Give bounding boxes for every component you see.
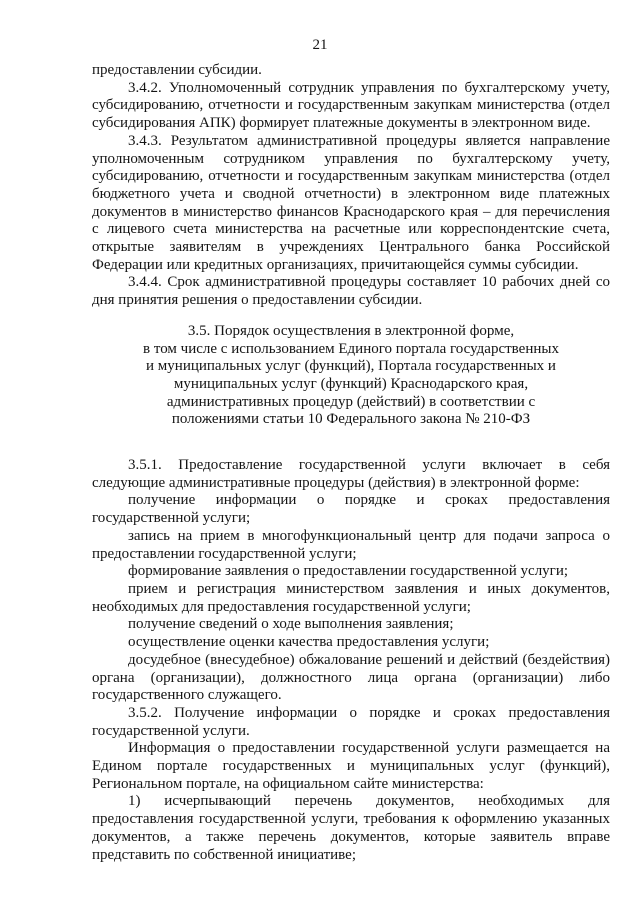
section-heading-line: положениями статьи 10 Федерального закона № 210-ФЗ bbox=[171, 411, 531, 428]
paragraphs-after bbox=[92, 457, 610, 864]
paragraphs-before bbox=[92, 62, 610, 310]
paragraph: предоставлении субсидии. bbox=[92, 62, 262, 78]
paragraph: 3.4.3. Результатом административной процедуры является направление уполномоченным сотрудником управления по бухгалтерскому учету, субсидированию, отчетности и государственным закупкам министерства (отдел бюджетного учета и сводной отчетности) в электронном виде платежных документов в министерство финансов Краснодарского края – для перечисления с лицевого счета министерства на расчетные или корреспондентские счета, открытые заявителям в учреждениях Центрального банка Российской Федерации или кредитных организациях, причитающейся суммы субсидии. bbox=[92, 132, 610, 273]
section-heading-line: в том числе с использованием Единого портала государственных bbox=[143, 340, 559, 357]
list-item: прием и регистрация министерством заявления и иных документов, необходимых для предоставления государственной услуги; bbox=[92, 580, 610, 615]
list-item: формирование заявления о предоставлении государственной услуги; bbox=[128, 563, 569, 580]
page-number: 21 bbox=[312, 37, 328, 53]
paragraph: 3.5.1. Предоставление государственной услуги включает в себя следующие административные процедуры (действия) в электронной форме: bbox=[92, 457, 610, 491]
section-heading-line: и муниципальных услуг (функций), Портала государственных и bbox=[146, 358, 556, 375]
section-heading-line: административных процедур (действий) в соответствии с bbox=[166, 393, 536, 410]
list-item: получение сведений о ходе выполнения заявления; bbox=[128, 616, 454, 633]
section-heading bbox=[92, 323, 610, 429]
document-body bbox=[92, 62, 610, 864]
section-heading-line: муниципальных услуг (функций) Краснодарского края, bbox=[173, 375, 529, 392]
list-item: 1) исчерпывающий перечень документов, необходимых для предоставления государственной услуги, требования к оформлению указанных документов, а также перечень документов, которые заявитель вправе представить по собственной инициативе; bbox=[92, 793, 610, 863]
paragraph: 3.4.4. Срок административной процедуры составляет 10 рабочих дней со дня принятия решения о предоставлении субсидии. bbox=[92, 274, 610, 309]
paragraph: 3.4.2. Уполномоченный сотрудник управления по бухгалтерскому учету, субсидированию, отчетности и государственным закупкам министерства (отдел субсидирования АПК) формирует платежные документы в электронном виде. bbox=[92, 79, 610, 132]
paragraph: Информация о предоставлении государственной услуги размещается на Едином портале государственных и муниципальных услуг (функций), Региональном портале, на официальном сайте министерства: bbox=[92, 740, 610, 792]
section-heading-line: 3.5. Порядок осуществления в электронной форме, bbox=[187, 322, 515, 339]
list-item: осуществление оценки качества предоставления услуги; bbox=[128, 634, 490, 651]
list-item: получение информации о порядке и сроках предоставления государственной услуги; bbox=[92, 492, 610, 527]
list-item: запись на прием в многофункциональный центр для подачи запроса о предоставлении государственной услуги; bbox=[92, 527, 610, 562]
paragraph: 3.5.2. Получение информации о порядке и сроках предоставления государственной услуги. bbox=[92, 704, 610, 739]
list-item: досудебное (внесудебное) обжалование решений и действий (бездействия) органа (организации), должностного лица органа (организации) либо государственного служащего. bbox=[92, 651, 610, 704]
